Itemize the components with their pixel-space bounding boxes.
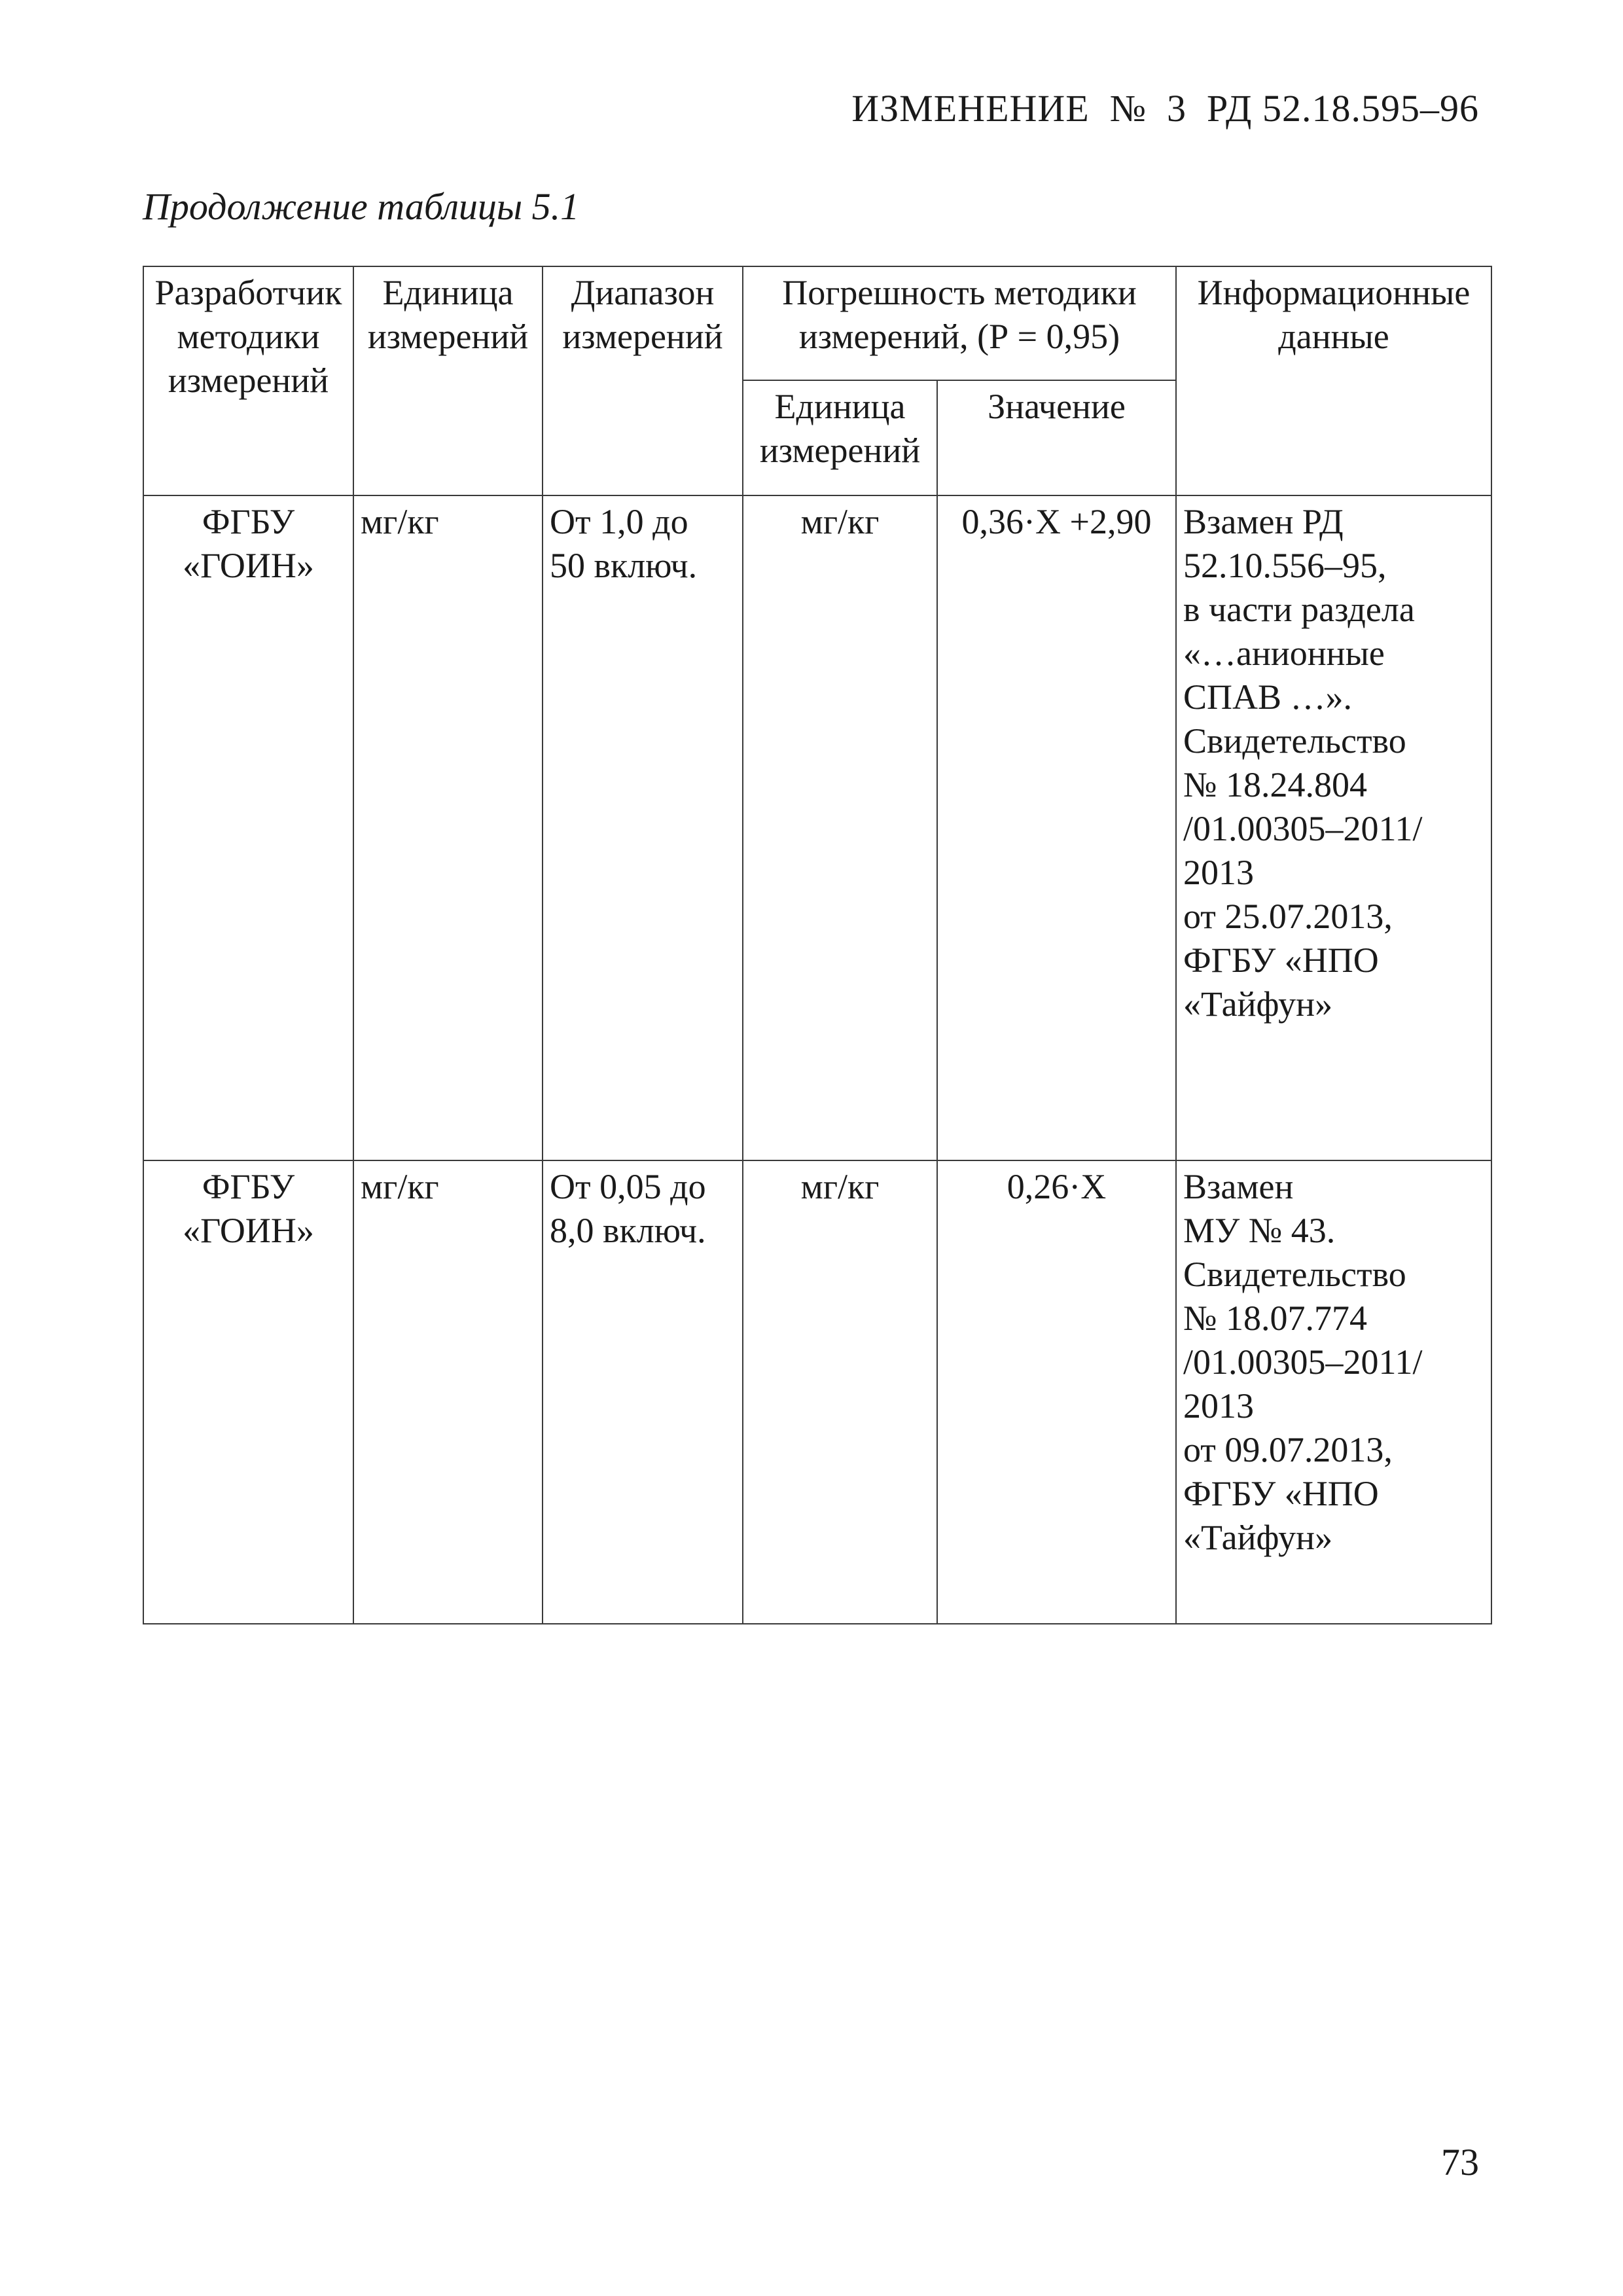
header-error-value: Значение <box>937 380 1176 495</box>
table-row <box>143 1160 1491 1624</box>
header-unit: Единица измерений <box>353 266 543 495</box>
cell-unit: мг/кг <box>353 495 543 1160</box>
table-body <box>143 495 1491 1624</box>
header-range: Диапазон измерений <box>543 266 743 495</box>
document-header-title: ИЗМЕНЕНИЕ № 3 РД 52.18.595–96 <box>851 87 1479 130</box>
cell-info: Взамен РД 52.10.556–95, в части раздела «…анионные СПАВ …». Свидетельство № 18.24.804 /01.00305–2011/ 2013 от 25.07.2013, ФГБУ «НПО «Тайфун» <box>1176 495 1491 1160</box>
page-number: 73 <box>1441 2141 1479 2183</box>
table-caption: Продолжение таблицы 5.1 <box>143 185 580 228</box>
cell-error-value: 0,26·Х <box>937 1160 1176 1624</box>
header-developer: Разработчик методики измерений <box>143 266 353 495</box>
cell-error-unit: мг/кг <box>743 495 937 1160</box>
table-row <box>143 495 1491 1160</box>
table-header <box>143 266 1491 495</box>
cell-developer: ФГБУ «ГОИН» <box>143 495 353 1160</box>
header-info: Информационные данные <box>1176 266 1491 495</box>
cell-info: Взамен МУ № 43. Свидетельство № 18.07.774 /01.00305–2011/ 2013 от 09.07.2013, ФГБУ «НПО «Тайфун» <box>1176 1160 1491 1624</box>
cell-range: От 0,05 до 8,0 включ. <box>543 1160 743 1624</box>
cell-error-unit: мг/кг <box>743 1160 937 1624</box>
cell-unit: мг/кг <box>353 1160 543 1624</box>
header-error: Погрешность методики измерений, (Р = 0,95) <box>743 266 1176 380</box>
header-error-unit: Единица измерений <box>743 380 937 495</box>
cell-range: От 1,0 до 50 включ. <box>543 495 743 1160</box>
measurement-methods-table <box>143 266 1492 1624</box>
cell-error-value: 0,36·Х +2,90 <box>937 495 1176 1160</box>
cell-developer: ФГБУ «ГОИН» <box>143 1160 353 1624</box>
